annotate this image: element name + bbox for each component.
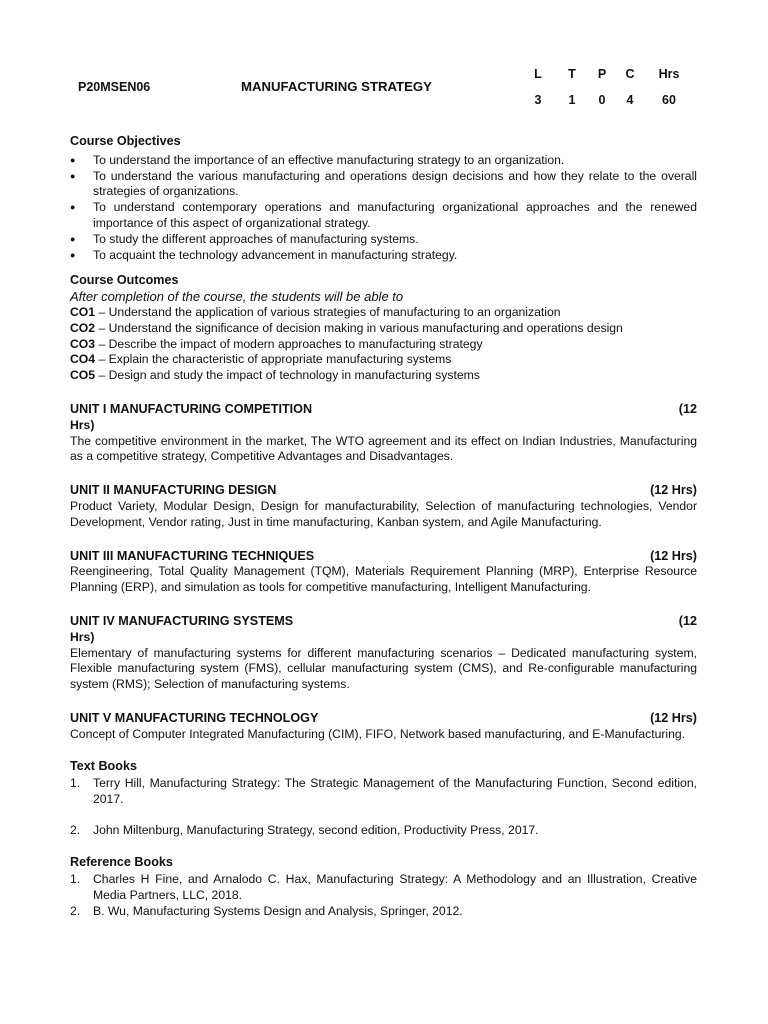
text-books-heading: Text Books bbox=[70, 758, 137, 773]
objectives-heading: Course Objectives bbox=[70, 134, 181, 148]
list-item: CO2 – Understand the significance of decision making in various manufacturing and operations design bbox=[70, 320, 623, 335]
unit-hours: (12 bbox=[678, 613, 697, 628]
unit-title: UNIT IV MANUFACTURING SYSTEMS bbox=[70, 613, 294, 628]
unit-4 bbox=[70, 614, 697, 693]
ltpc-label-l: L bbox=[534, 67, 542, 81]
unit-1 bbox=[70, 402, 697, 465]
unit-title: UNIT V MANUFACTURING TECHNOLOGY bbox=[70, 710, 319, 725]
list-item: CO4 – Explain the characteristic of appropriate manufacturing systems bbox=[70, 352, 452, 367]
list-item: 2. B. Wu, Manufacturing Systems Design and Analysis, Springer, 2012. bbox=[70, 904, 463, 919]
list-item: CO3 – Describe the impact of modern approaches to manufacturing strategy bbox=[70, 336, 483, 351]
list-item: ● To understand the various manufacturing and operations design decisions and how they relate to the overall strategies of organizations. bbox=[70, 168, 697, 199]
ltpc-value-c: 4 bbox=[626, 93, 634, 107]
ltpc-label-t: T bbox=[568, 67, 576, 81]
ltpc-value-hrs: 60 bbox=[662, 93, 676, 107]
unit-body: Concept of Computer Integrated Manufacturing (CIM), FIFO, Network based manufacturing, and E-Manufacturing. bbox=[70, 726, 686, 741]
unit-hours: (12 Hrs) bbox=[650, 710, 697, 725]
unit-hours-wrap: Hrs) bbox=[70, 417, 95, 432]
list-item: ● To understand the importance of an effective manufacturing strategy to an organization. bbox=[70, 152, 565, 167]
reference-books-list bbox=[70, 872, 697, 919]
bullet-icon: ● bbox=[70, 170, 76, 181]
unit-body: Product Variety, Modular Design, Design for manufacturability, Selection of manufacturing technologies, Vendor Development, Vendor rating, Just in time manufacturing, Kanban system, and Agile Manufacturing. bbox=[70, 498, 697, 529]
text-books-list bbox=[70, 776, 697, 838]
unit-title: UNIT III MANUFACTURING TECHNIQUES bbox=[70, 548, 315, 563]
ltpc-label-hrs: Hrs bbox=[658, 67, 680, 81]
unit-5 bbox=[70, 711, 697, 743]
ltpc-label-p: P bbox=[597, 67, 607, 81]
reference-books-heading: Reference Books bbox=[70, 854, 173, 869]
list-item: ● To acquaint the technology advancement in manufacturing strategy. bbox=[70, 247, 458, 262]
list-item: ● To understand contemporary operations and manufacturing organizational approaches and the renewed importance of this aspect of organizational strategy. bbox=[70, 200, 697, 230]
list-item: CO1 – Understand the application of various strategies of manufacturing to an organization bbox=[70, 304, 561, 319]
unit-title: UNIT I MANUFACTURING COMPETITION bbox=[70, 401, 313, 416]
ltpc-label-c: C bbox=[625, 67, 635, 81]
ltpc-value-p: 0 bbox=[598, 93, 606, 107]
syllabus-content bbox=[70, 134, 697, 920]
bullet-icon: ● bbox=[70, 249, 76, 260]
outcomes-heading: Course Outcomes bbox=[70, 273, 179, 288]
list-item: 1. Terry Hill, Manufacturing Strategy: The Strategic Management of the Manufacturing Function, Second edition, 2017. bbox=[70, 776, 697, 807]
unit-3 bbox=[70, 549, 697, 596]
course-code: P20MSEN06 bbox=[78, 80, 151, 94]
unit-hours: (12 bbox=[678, 401, 697, 416]
bullet-icon: ● bbox=[70, 233, 76, 244]
ltpc-value-l: 3 bbox=[534, 93, 542, 107]
list-item: CO5 – Design and study the impact of technology in manufacturing systems bbox=[70, 368, 480, 383]
unit-hours: (12 Hrs) bbox=[650, 483, 697, 498]
unit-2 bbox=[70, 483, 697, 530]
unit-hours-wrap: Hrs) bbox=[70, 629, 95, 644]
bullet-icon: ● bbox=[70, 154, 76, 165]
unit-body: Reengineering, Total Quality Management (TQM), Materials Requirement Planning (MRP), Enterprise Resource Planning (ERP), and simulation as tools for competitive manufacturing, Intelligent Manufacturing. bbox=[70, 564, 697, 595]
unit-body: Elementary of manufacturing systems for different manufacturing scenarios – Dedicated manufacturing system, Flexible manufacturing system (FMS), cellular manufacturing system (CMS), and Re-configurable manufacturing system (RMS); Selection of manufacturing systems. bbox=[70, 645, 697, 692]
unit-body: The competitive environment in the market, The WTO agreement and its effect on Indian Industries, Manufacturing as a competitive strategy, Competitive Advantages and Disadvantages. bbox=[70, 433, 697, 464]
ltpc-value-t: 1 bbox=[568, 93, 576, 107]
outcomes-intro: After completion of the course, the students will be able to bbox=[70, 289, 404, 305]
list-item: ● To study the different approaches of manufacturing systems. bbox=[70, 231, 419, 246]
list-item: 1. Charles H Fine, and Arnalodo C. Hax, Manufacturing Strategy: A Methodology and an Illustration, Creative Media Partners, LLC, 2018. bbox=[70, 872, 697, 903]
course-title: MANUFACTURING STRATEGY bbox=[241, 79, 432, 94]
outcomes-list bbox=[70, 305, 697, 384]
list-item: 2. John Miltenburg, Manufacturing Strategy, second edition, Productivity Press, 2017. bbox=[70, 822, 539, 837]
objectives-list bbox=[70, 153, 697, 264]
bullet-icon: ● bbox=[70, 202, 76, 213]
unit-title: UNIT II MANUFACTURING DESIGN bbox=[70, 483, 277, 498]
unit-hours: (12 Hrs) bbox=[650, 548, 697, 563]
